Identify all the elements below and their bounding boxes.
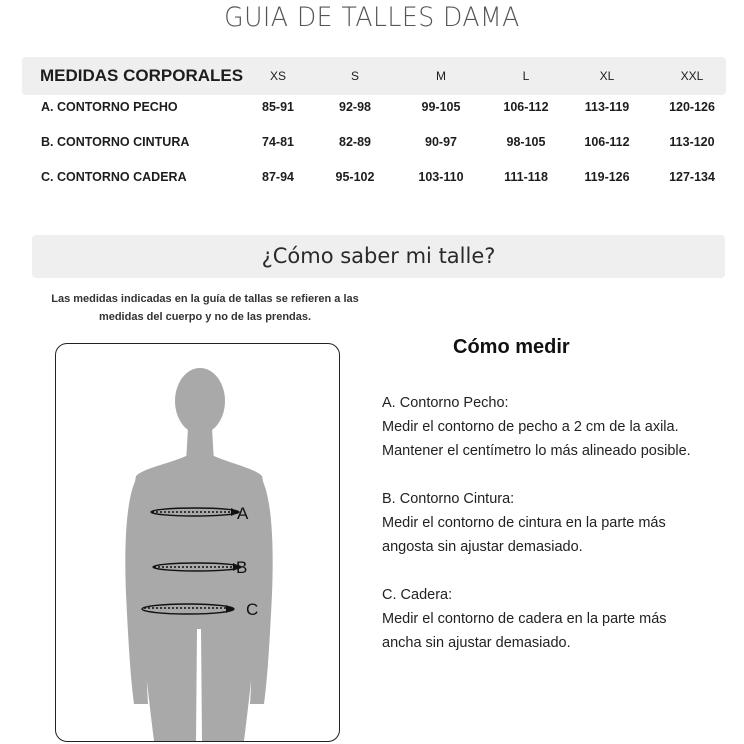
how-to-know-size-heading: ¿Cómo saber mi talle? bbox=[32, 235, 725, 278]
size-header-l: L bbox=[522, 69, 530, 83]
table-cell: 90-97 bbox=[425, 135, 457, 149]
how-to-measure-title: Cómo medir bbox=[453, 336, 570, 358]
page-title: GUIA DE TALLES DAMA bbox=[224, 2, 520, 33]
row-label: A. CONTORNO PECHO bbox=[41, 100, 178, 114]
step-heading: C. Cadera: bbox=[382, 587, 453, 603]
table-cell: 95-102 bbox=[335, 170, 375, 184]
measurement-steps bbox=[382, 391, 732, 679]
leg-gap bbox=[196, 629, 202, 741]
measurement-note bbox=[40, 290, 370, 326]
table-row bbox=[22, 95, 726, 130]
table-cell: 106-112 bbox=[584, 135, 630, 149]
table-cell: 113-120 bbox=[669, 135, 715, 149]
step-chest bbox=[382, 391, 732, 463]
size-header-xs: XS bbox=[269, 69, 286, 83]
step-hip bbox=[382, 583, 732, 655]
row-label: B. CONTORNO CINTURA bbox=[41, 135, 190, 149]
table-cell: 120-126 bbox=[669, 100, 715, 114]
note-line: medidas del cuerpo y no de las prendas. bbox=[98, 311, 312, 323]
size-table bbox=[22, 57, 726, 200]
body-figure-panel bbox=[55, 343, 340, 742]
table-cell: 127-134 bbox=[669, 170, 715, 184]
note-line: Las medidas indicadas en la guía de tallas se refieren a las bbox=[51, 293, 359, 305]
step-text: angosta sin ajustar demasiado. bbox=[382, 539, 583, 555]
step-text: Medir el contorno de cintura en la parte más bbox=[382, 515, 666, 531]
marker-b-label: B bbox=[236, 558, 248, 577]
step-text: Medir el contorno de cadera en la parte más bbox=[382, 611, 667, 627]
header-label: MEDIDAS CORPORALES bbox=[40, 66, 244, 85]
size-header-m: M bbox=[436, 69, 446, 83]
table-cell: 106-112 bbox=[503, 100, 549, 114]
table-cell: 113-119 bbox=[584, 100, 630, 114]
table-cell: 103-110 bbox=[418, 170, 464, 184]
step-heading: A. Contorno Pecho: bbox=[382, 395, 509, 411]
row-label: C. CONTORNO CADERA bbox=[41, 170, 187, 184]
step-text: Medir el contorno de pecho a 2 cm de la axila. bbox=[382, 419, 679, 435]
step-heading: B. Contorno Cintura: bbox=[382, 491, 515, 507]
table-cell: 74-81 bbox=[262, 135, 294, 149]
marker-c-label: C bbox=[246, 600, 259, 619]
size-header-xl: XL bbox=[599, 69, 615, 83]
table-cell: 111-118 bbox=[504, 170, 548, 184]
size-header-xxl: XXL bbox=[680, 69, 704, 83]
table-cell: 87-94 bbox=[262, 170, 294, 184]
step-text: ancha sin ajustar demasiado. bbox=[382, 635, 571, 651]
step-waist bbox=[382, 487, 732, 559]
table-cell: 98-105 bbox=[506, 135, 546, 149]
table-cell: 82-89 bbox=[339, 135, 371, 149]
table-cell: 85-91 bbox=[262, 100, 294, 114]
table-cell: 99-105 bbox=[421, 100, 461, 114]
table-row bbox=[22, 130, 726, 165]
size-header-s: S bbox=[350, 69, 359, 83]
size-table-header bbox=[22, 57, 726, 95]
table-row bbox=[22, 165, 726, 200]
step-text: Mantener el centímetro lo más alineado posible. bbox=[382, 443, 691, 459]
marker-a-label: A bbox=[237, 504, 249, 523]
table-cell: 119-126 bbox=[584, 170, 630, 184]
body-silhouette-illustration bbox=[56, 344, 339, 741]
table-cell: 92-98 bbox=[339, 100, 371, 114]
